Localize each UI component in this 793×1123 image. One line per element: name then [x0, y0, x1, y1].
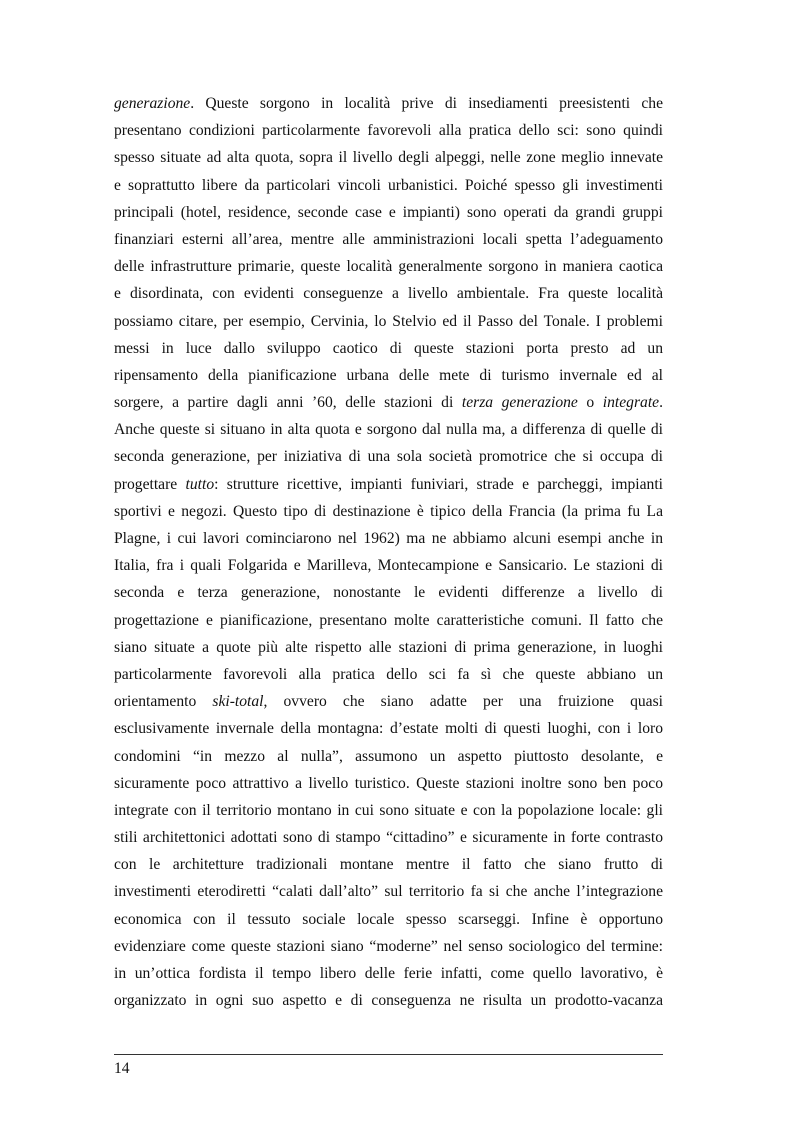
text-segment: principali (hotel, residence, seconde case e impianti) sono operati da grandi gruppi	[114, 203, 663, 221]
text-segment: messi in luce dallo sviluppo caotico di queste stazioni porta presto ad un	[114, 339, 663, 357]
text-line	[114, 770, 663, 797]
text-line	[114, 960, 663, 987]
text-segment: o	[577, 394, 603, 412]
text-segment: Anche queste si situano in alta quota e sorgono dal nulla ma, a differenza di quelle di	[114, 421, 663, 439]
italic-term: generazione	[114, 95, 191, 112]
text-segment: progettazione e pianificazione, presentano molte caratteristiche comuni. Il fatto che	[114, 611, 663, 629]
text-segment: condomini “in mezzo al nulla”, assumono un aspetto piuttosto desolante, e	[114, 747, 663, 765]
text-line	[114, 607, 663, 634]
italic-term: terza generazione	[461, 394, 578, 412]
text-segment: . Queste sorgono in località prive di insediamenti preesistenti che	[190, 95, 663, 112]
text-line	[114, 851, 663, 878]
text-line	[114, 525, 663, 552]
text-line	[114, 878, 663, 905]
text-segment: con le architetture tradizionali montane mentre il fatto che siano frutto di	[114, 856, 663, 874]
italic-term: tutto	[185, 475, 215, 493]
text-segment: economica con il tessuto sociale locale spesso scarseggi. Infine è opportuno	[114, 910, 663, 928]
text-line	[114, 743, 663, 770]
text-segment: stili architettonici adottati sono di stampo “cittadino” e sicuramente in forte contrasto	[114, 829, 663, 847]
text-line	[114, 824, 663, 851]
text-segment: : strutture ricettive, impianti funiviari, strade e parcheggi, impianti	[214, 475, 663, 493]
text-line	[114, 987, 663, 1014]
text-line	[114, 634, 663, 661]
text-line	[114, 715, 663, 742]
text-line	[114, 416, 663, 443]
text-segment: sportivi e negozi. Questo tipo di destinazione è tipico della Francia (la prima fu La	[114, 502, 663, 520]
page-number: 14	[114, 1060, 130, 1077]
text-line	[114, 172, 663, 199]
text-line	[114, 335, 663, 362]
text-segment: e soprattutto libere da particolari vincoli urbanistici. Poiché spesso gli investimenti	[114, 176, 663, 194]
text-line	[114, 90, 663, 117]
footer-divider	[114, 1054, 663, 1055]
text-line	[114, 906, 663, 933]
text-segment: finanziari esterni all’area, mentre alle amministrazioni locali spetta l’adeguamento	[114, 230, 663, 248]
text-line	[114, 797, 663, 824]
text-line	[114, 498, 663, 525]
text-line	[114, 443, 663, 470]
text-segment: Plagne, i cui lavori cominciarono nel 1962) ma ne abbiamo alcuni esempi anche in	[114, 530, 663, 547]
text-line	[114, 199, 663, 226]
text-segment: particolarmente favorevoli alla pratica dello sci fa sì che queste abbiano un	[114, 665, 663, 683]
text-segment: seconda generazione, per iniziativa di una sola società promotrice che si occupa di	[114, 448, 663, 466]
text-line	[114, 661, 663, 688]
text-segment: spesso situate ad alta quota, sopra il livello degli alpeggi, nelle zone meglio innevate	[114, 149, 663, 167]
text-segment: sorgere, a partire dagli anni ’60, delle stazioni di	[114, 394, 462, 412]
text-line	[114, 280, 663, 307]
text-segment: e disordinata, con evidenti conseguenze a livello ambientale. Fra queste località	[114, 285, 663, 303]
text-segment: ripensamento della pianificazione urbana delle mete di turismo invernale ed al	[114, 366, 663, 384]
italic-term: ski-total	[212, 693, 264, 711]
text-segment: esclusivamente invernale della montagna: d’estate molti di questi luoghi, con i loro	[114, 720, 663, 738]
text-line	[114, 226, 663, 253]
text-line	[114, 117, 663, 144]
text-segment: in un’ottica fordista il tempo libero delle ferie infatti, come quello lavorativo, è	[114, 965, 663, 982]
text-segment: evidenziare come queste stazioni siano “moderne” nel senso sociologico del termine:	[114, 937, 663, 955]
body-paragraph	[114, 90, 663, 1014]
text-segment: seconda e terza generazione, nonostante le evidenti differenze a livello di	[114, 584, 663, 602]
text-segment: orientamento	[114, 693, 213, 711]
text-segment: siano situate a quote più alte rispetto alle stazioni di prima generazione, in luoghi	[114, 638, 663, 656]
text-segment: organizzato in ogni suo aspetto e di conseguenza ne risulta un prodotto-vacanza	[114, 992, 663, 1010]
text-segment: delle infrastrutture primarie, queste località generalmente sorgono in maniera caotica	[114, 258, 663, 276]
text-segment: presentano condizioni particolarmente favorevoli alla pratica dello sci: sono quindi	[114, 122, 663, 140]
text-segment: possiamo citare, per esempio, Cervinia, lo Stelvio ed il Passo del Tonale. I problemi	[114, 312, 663, 330]
text-segment: .	[659, 394, 664, 412]
text-segment: , ovvero che siano adatte per una fruizione quasi	[263, 693, 664, 711]
text-segment: sicuramente poco attrattivo a livello turistico. Queste stazioni inoltre sono ben poco	[114, 774, 663, 792]
text-segment: investimenti eterodiretti “calati dall’alto” sul territorio fa si che anche l’integrazione	[114, 883, 663, 901]
text-line	[114, 471, 663, 498]
text-segment: progettare	[114, 475, 186, 493]
text-line	[114, 933, 663, 960]
text-line	[114, 362, 663, 389]
text-segment: integrate con il territorio montano in cui sono situate e con la popolazione locale: gli	[114, 801, 663, 819]
text-line	[114, 253, 663, 280]
text-line	[114, 389, 663, 416]
text-line	[114, 308, 663, 335]
text-line	[114, 579, 663, 606]
text-line	[114, 144, 663, 171]
italic-term: integrate	[602, 394, 660, 412]
text-line	[114, 688, 663, 715]
text-segment: Italia, fra i quali Folgarida e Marilleva, Montecampione e Sansicario. Le stazioni di	[114, 557, 663, 575]
text-line	[114, 552, 663, 579]
